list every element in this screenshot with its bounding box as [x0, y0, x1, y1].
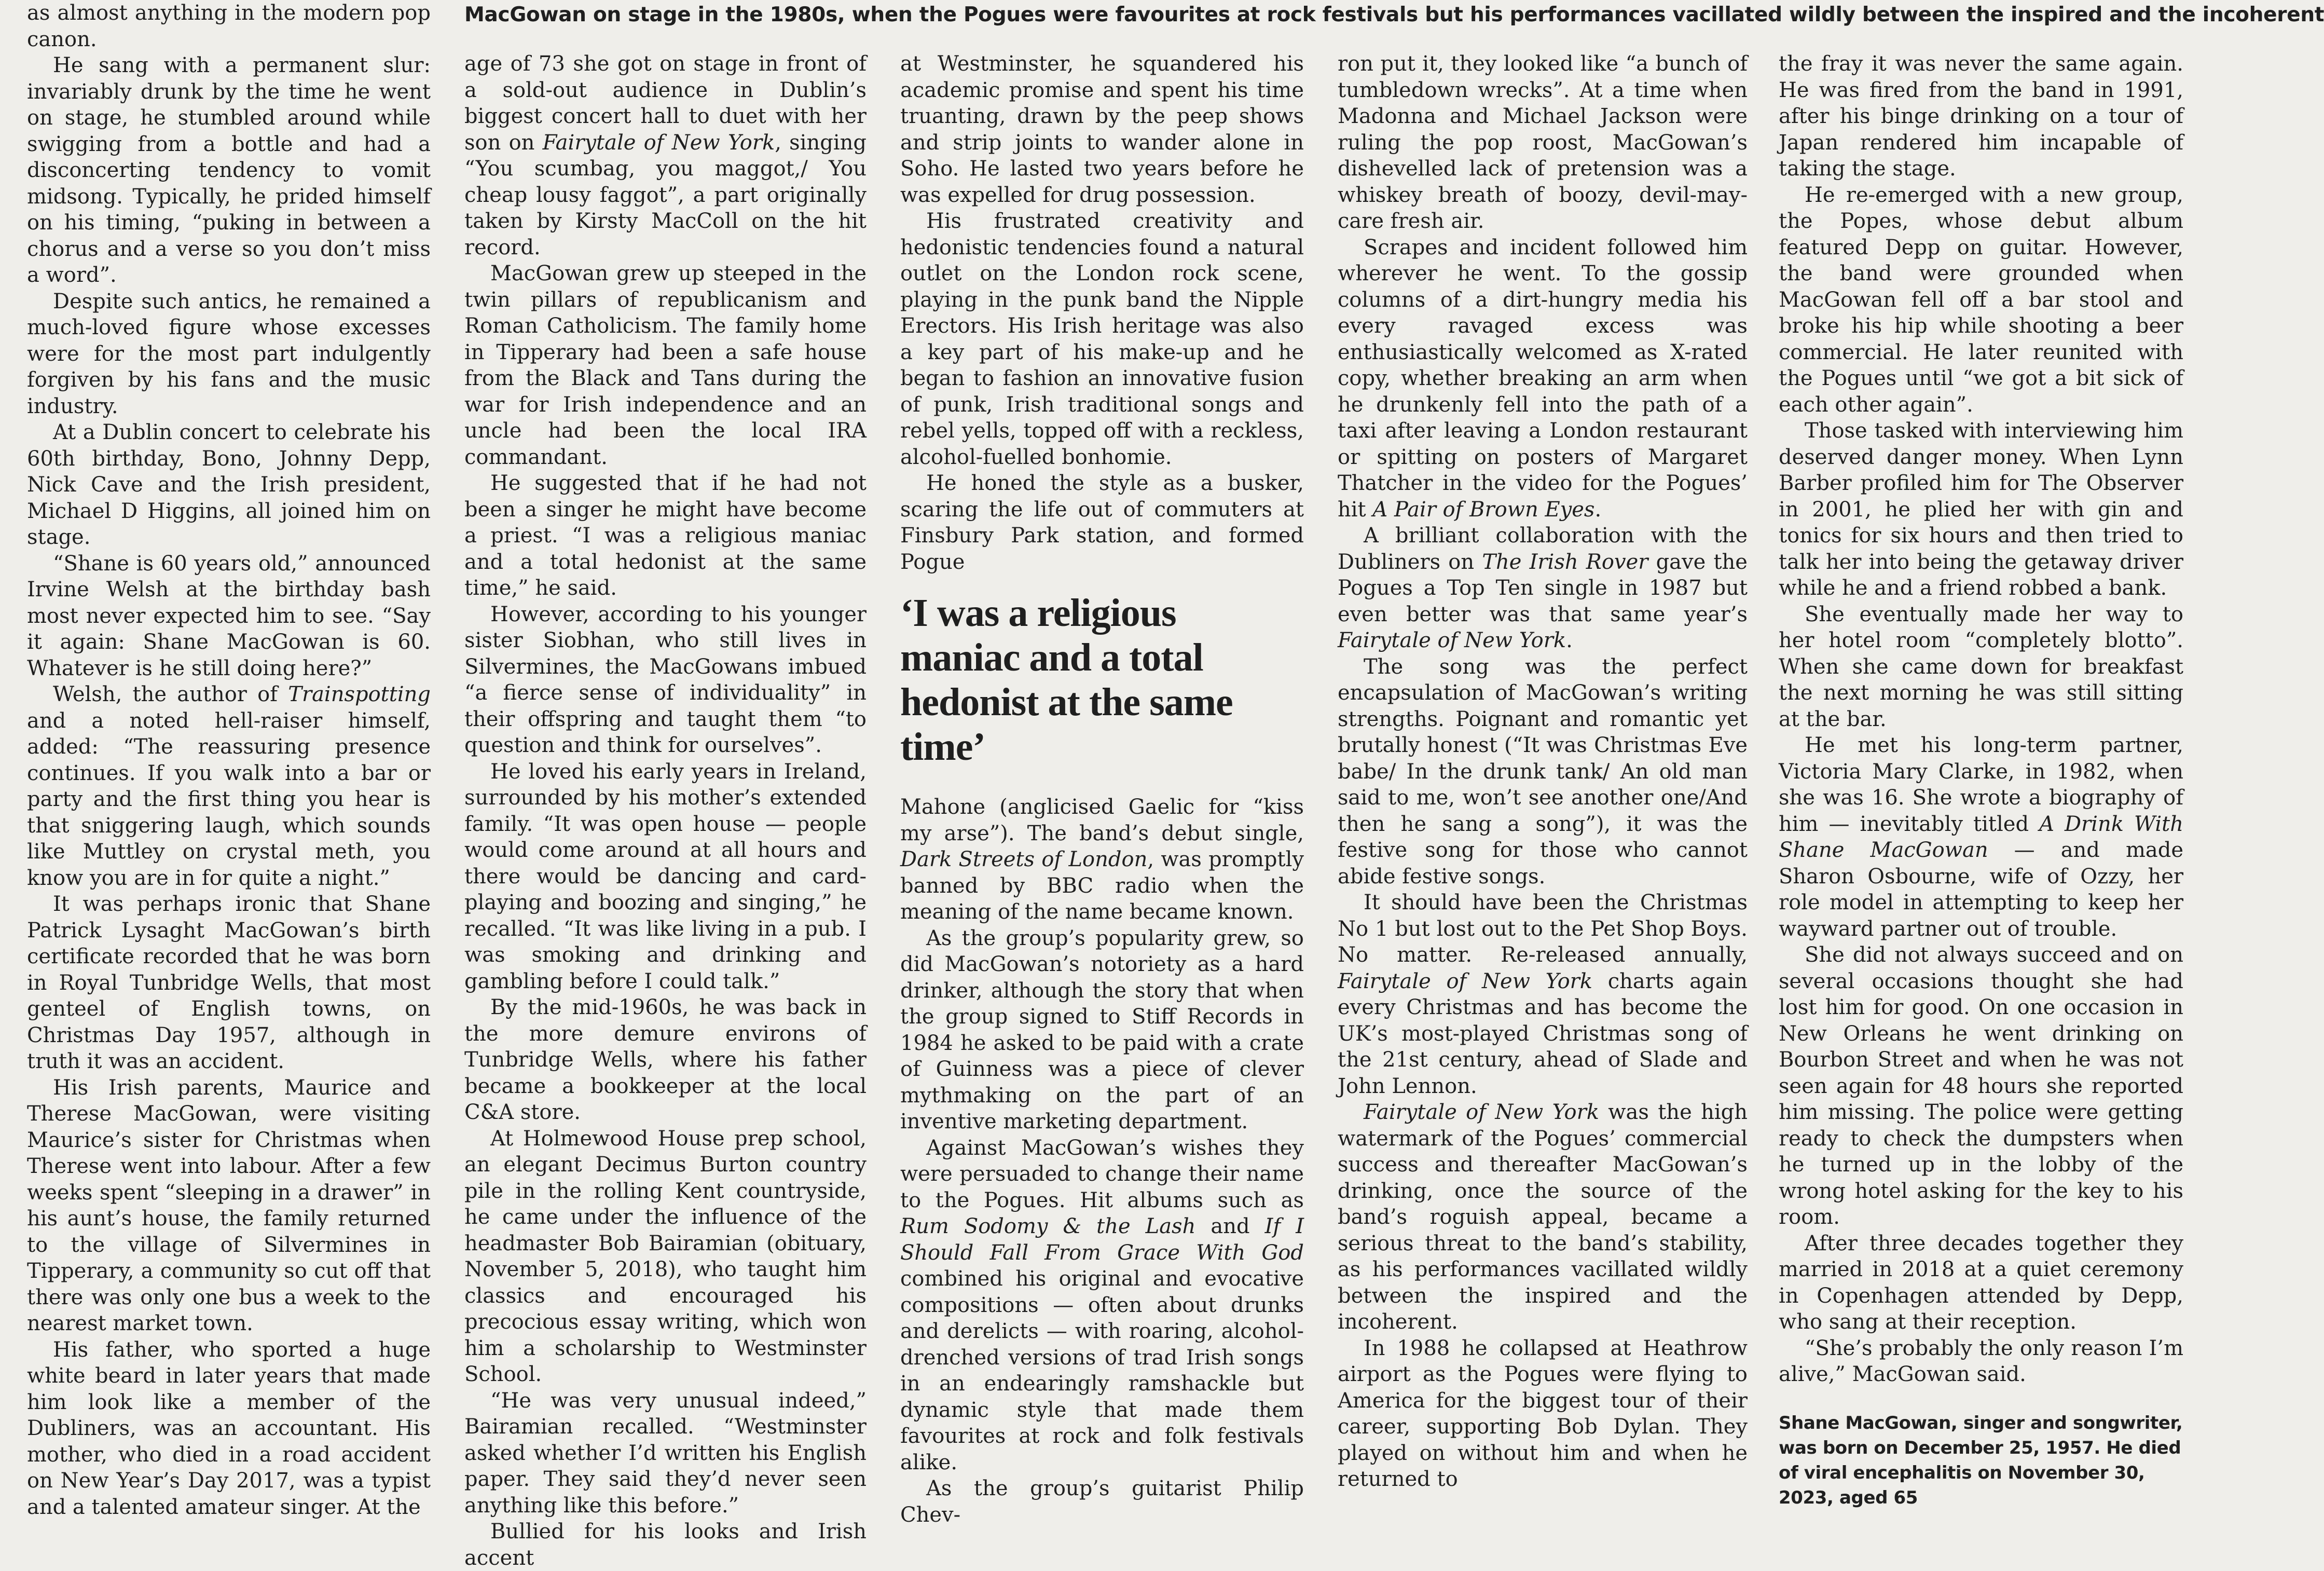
article-column-5 — [1779, 51, 2184, 1508]
paragraph: As the group’s popularity grew, so did MacGowan’s notoriety as a hard drinker, although the story that when the group signed to Stiff Records in 1984 he asked to be paid with a crate of Guinness was a piece of clever mythmaking on the part of an inventive marketing department. — [900, 926, 1304, 1133]
paragraph: He loved his early years in Ireland, surrounded by his mother’s extended family. “It was open house — people would come around at all hours and there would be dancing and card-playing and boozing and singing,” he recalled. “It was like living in a pub. I was smoking and drinking and gambling before I could talk.” — [464, 759, 867, 993]
paragraph: MacGowan grew up steeped in the twin pillars of republicanism and Roman Catholicism. The family home in Tipperary had been a safe house from the Black and Tans during the war for Irish independence and an uncle had been the local IRA commandant. — [464, 262, 867, 469]
paragraph: Fairytale of New York was the high watermark of the Pogues’ commercial success and thereafter MacGowan’s drinking, once the source of the band’s roguish appeal, became a serious threat to the band’s stability, as his performances vacillated wildly between the inspired and the incoherent. — [1338, 1100, 1748, 1334]
article-column-2 — [464, 51, 867, 1570]
paragraph: the fray it was never the same again. He was fired from the band in 1991, after his binge drinking on a tour of Japan rendered him incapable of taking the stage. — [1779, 52, 2183, 181]
paragraph: After three decades together they married in 2018 at a quiet ceremony in Copenhagen attended by Depp, who sang at their reception. — [1779, 1231, 2183, 1334]
paragraph: However, according to his younger sister Siobhan, who still lives in Silvermines, the MacGowans imbued “a fierce sense of individuality” in their offspring and taught them “to question and think for ourselves”. — [464, 602, 867, 757]
paragraph: In 1988 he collapsed at Heathrow airport as the Pogues were flying to America for the biggest tour of their career, supporting Bob Dylan. They played on without him and when he returned to — [1338, 1336, 1748, 1491]
obituary-byline: Shane MacGowan, singer and songwriter, was born on December 25, 1957. He died of viral encephalitis on November 30, 2023, aged 65 — [1779, 1412, 2183, 1508]
article-column-4 — [1338, 51, 1748, 1491]
paragraph: ron put it, they looked like “a bunch of tumbledown wrecks”. At a time when Madonna and Michael Jackson were ruling the pop roost, MacGowan’s dishevelled lack of pretension was a whiskey breath of boozy, devil-may-care fresh air. — [1338, 52, 1748, 233]
paragraph: He met his long-term partner, Victoria Mary Clarke, in 1982, when she was 16. She wrote a biography of him — inevitably titled A Drink With Shane MacGowan — and made Sharon Osbourne, wife of Ozzy, her role model in attempting to keep her wayward partner out of trouble. — [1779, 733, 2184, 941]
paragraph: It should have been the Christmas No 1 but lost out to the Pet Shop Boys. No matter. Re-released annually, Fairytale of New York charts again every Christmas and has become the UK’s most-played Christmas song of the 21st century, ahead of Slade and John Lennon. — [1338, 891, 1748, 1098]
paragraph: Mahone (anglicised Gaelic for “kiss my arse”). The band’s debut single, Dark Streets of London, was promptly banned by BBC radio when the meaning of the name became known. — [900, 795, 1304, 924]
paragraph: She eventually made her way to her hotel room “completely blotto”. When she came down for breakfast the next morning he was still sitting at the bar. — [1779, 602, 2183, 731]
paragraph: His Irish parents, Maurice and Therese MacGowan, were visiting Maurice’s sister for Christmas when Therese went into labour. After a few weeks spent “sleeping in a drawer” in his aunt’s house, the family returned to the village of Silvermines in Tipperary, a community so cut off that there was only one bus a week to the nearest market town. — [27, 1075, 431, 1335]
paragraph: age of 73 she got on stage in front of a sold-out audience in Dublin’s biggest concert hall to duet with her son on Fairytale of New York, singing “You scumbag, you maggot,/ You cheap lousy faggot”, a part originally taken by Kirsty MacColl on the hit record. — [464, 52, 867, 259]
photo-caption: MacGowan on stage in the 1980s, when the Pogues were favourites at rock festivals but his performances vacillated wildly between the inspired and the incoherent — [464, 3, 2324, 26]
paragraph: Despite such antics, he remained a much-loved figure whose excesses were for the most part indulgently forgiven by his fans and the music industry. — [27, 289, 431, 418]
paragraph: As the group’s guitarist Philip Chev- — [900, 1477, 1304, 1527]
paragraph: By the mid-1960s, he was back in the more demure environs of Tunbridge Wells, where his father became a bookkeeper at the local C&A store. — [464, 995, 867, 1124]
paragraph: He sang with a permanent slur: invariably drunk by the time he went on stage, he stumbled around while swigging from a bottle and had a disconcerting tendency to vomit midsong. Typically, he prided himself on his timing, “puking in between a chorus and a verse so you don’t miss a word”. — [27, 53, 431, 287]
paragraph: She did not always succeed and on several occasions thought she had lost him for good. On one occasion in New Orleans he went drinking on Bourbon Street and when he was not seen again for 48 hours she reported him missing. The police were getting ready to check the dumpsters when he turned up in the lobby of the wrong hotel asking for the key to his room. — [1779, 943, 2183, 1229]
paragraph: At a Dublin concert to celebrate his 60th birthday, Bono, Johnny Depp, Nick Cave and the Irish president, Michael D Higgins, all joined him on stage. — [27, 420, 431, 549]
paragraph: He re-emerged with a new group, the Popes, whose debut album featured Depp on guitar. However, the band were grounded when MacGowan fell off a bar stool and broke his hip while shooting a beer commercial. He later reunited with the Pogues until “we got a bit sick of each other again”. — [1779, 183, 2183, 417]
paragraph: At Holmewood House prep school, an elegant Decimus Burton country pile in the rolling Kent countryside, he came under the influence of the headmaster Bob Bairamian (obituary, November 5, 2018), who taught him classics and encouraged his precocious essay writing, which won him a scholarship to Westminster School. — [464, 1126, 867, 1386]
paragraph: It was perhaps ironic that Shane Patrick Lysaght MacGowan’s birth certificate recorded that he was born in Royal Tunbridge Wells, that most genteel of English towns, on Christmas Day 1957, although in truth it was an accident. — [27, 892, 431, 1073]
paragraph: A brilliant collaboration with the Dubliners on The Irish Rover gave the Pogues a Top Ten single in 1987 but even better was that same year’s Fairytale of New York. — [1338, 524, 1748, 652]
paragraph: Those tasked with interviewing him deserved danger money. When Lynn Barber profiled him for The Observer in 2001, he plied her with gin and tonics for six hours and then tried to talk her into being the getaway driver while he and a friend robbed a bank. — [1779, 419, 2183, 600]
paragraph: Bullied for his looks and Irish accent — [464, 1520, 867, 1570]
paragraph: as almost anything in the modern pop canon. — [27, 1, 431, 51]
paragraph: His father, who sported a huge white beard in later years that made him look like a member of the Dubliners, was an accountant. His mother, who died in a road accident on New Year’s Day 2017, was a typist and a talented amateur singer. At the — [27, 1337, 431, 1519]
paragraph: “She’s probably the only reason I’m alive,” MacGowan said. — [1779, 1336, 2183, 1386]
pull-quote: ‘I was a religious maniac and a total hedonist at the same time’ — [900, 591, 1233, 769]
paragraph: Against MacGowan’s wishes they were persuaded to change their name to the Pogues. Hit albums such as Rum Sodomy & the Lash and If I Should Fall From Grace With God combined his original and evocative compositions — often about drunks and derelicts — with roaring, alcohol-drenched versions of trad Irish songs in an endearingly ramshackle but dynamic style that made them favourites at rock and folk festivals alike. — [900, 1136, 1304, 1474]
paragraph: The song was the perfect encapsulation of MacGowan’s writing strengths. Poignant and romantic yet brutally honest (“It was Christmas Eve babe/ In the drunk tank/ An old man said to me, won’t see another one/And then he sang a song”), it was the festive song for those who cannot abide festive songs. — [1338, 654, 1748, 889]
article-column-1 — [27, 0, 431, 1519]
paragraph: His frustrated creativity and hedonistic tendencies found a natural outlet on the London rock scene, playing in the punk band the Nipple Erectors. His Irish heritage was also a key part of his make-up and he began to fashion an innovative fusion of punk, Irish traditional songs and rebel yells, topped off with a reckless, alcohol-fuelled bonhomie. — [900, 209, 1304, 469]
paragraph: Welsh, the author of Trainspotting and a noted hell-raiser himself, added: “The reassuring presence continues. If you walk into a bar or party and the first thing you hear is that sniggering laugh, which sounds like Muttley on crystal meth, you know you are in for quite a night.” — [27, 682, 431, 890]
paragraph: He suggested that if he had not been a singer he might have become a priest. “I was a religious maniac and a total hedonist at the same time,” he said. — [464, 471, 867, 600]
article-column-3 — [900, 51, 1304, 1527]
paragraph: at Westminster, he squandered his academic promise and spent his time truanting, drawn by the peep shows and strip joints to wander alone in Soho. He lasted two years before he was expelled for drug possession. — [900, 52, 1304, 207]
paragraph: He honed the style as a busker, scaring the life out of commuters at Finsbury Park station, and formed Pogue — [900, 471, 1304, 574]
paragraph: “He was very unusual indeed,” Bairamian recalled. “Westminster asked whether I’d written his English paper. They said they’d never seen anything like this before.” — [464, 1388, 867, 1518]
paragraph: Scrapes and incident followed him wherever he went. To the gossip columns of a dirt-hungry media his every ravaged excess was enthusiastically welcomed as X-rated copy, whether breaking an arm when he drunkenly fell into the path of a taxi after leaving a London restaurant or spitting on posters of Margaret Thatcher in the video for the Pogues’ hit A Pair of Brown Eyes. — [1338, 235, 1748, 522]
paragraph: “Shane is 60 years old,” announced Irvine Welsh at the birthday bash most never expected him to see. “Say it again: Shane MacGowan is 60. Whatever is he still doing here?” — [27, 551, 431, 680]
